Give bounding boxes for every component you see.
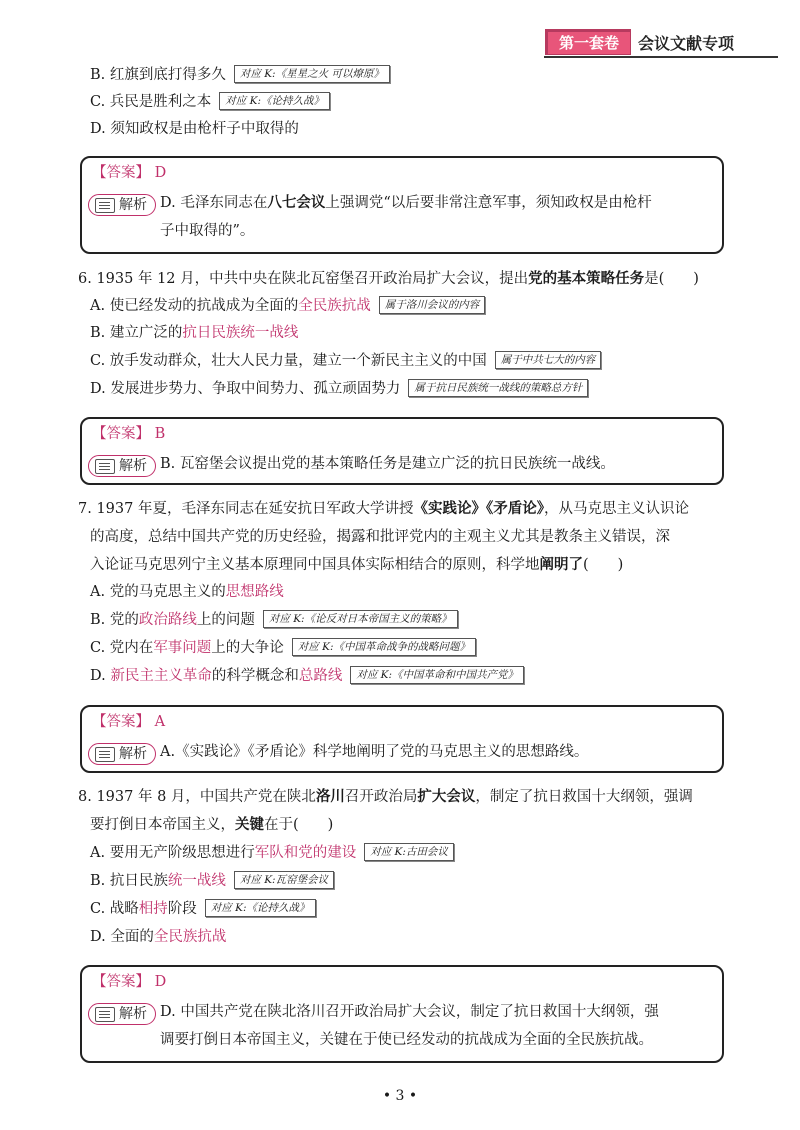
q6-option-d-note: 属于抗日民族统一战线的策略总方针 <box>408 379 588 397</box>
q8-option-d: D. 全面的全民族抗战 <box>90 929 227 945</box>
q6-jiexi-badge: 解析 <box>88 455 156 477</box>
q5-answer-box <box>80 156 724 254</box>
q6-answer: 【答案】 B <box>92 426 166 442</box>
q8-option-b-note: 对应 K:瓦窑堡会议 <box>234 871 334 889</box>
q7-option-c: C. 党内在军事问题上的大争论 对应 K:《中国革命战争的战略问题》 <box>90 637 476 659</box>
q6-option-a: A. 使已经发动的抗战成为全面的全民族抗战 属于洛川会议的内容 <box>90 295 485 317</box>
q7-answer: 【答案】 A <box>92 714 166 730</box>
q7-option-d: D. 新民主主义革命的科学概念和总路线 对应 K:《中国革命和中国共产党》 <box>90 665 524 687</box>
q6-answer-box <box>80 417 724 485</box>
note-icon <box>95 459 115 474</box>
q8-option-a: A. 要用无产阶级思想进行军队和党的建设 对应 K:古田会议 <box>90 842 454 864</box>
header-tag: 第一套卷 <box>548 32 630 54</box>
q7-stem-line3: 入论证马克思列宁主义基本原理同中国具体实际相结合的原则，科学地阐明了( ) <box>90 556 624 573</box>
q8-explanation-line1: D. 中国共产党在陕北洛川召开政治局扩大会议，制定了抗日救国十大纲领，强 <box>160 1004 659 1020</box>
q8-option-c: C. 战略相持阶段 对应 K:《论持久战》 <box>90 898 316 920</box>
note-icon <box>95 1007 115 1022</box>
q6-explanation: B. 瓦窑堡会议提出党的基本策略任务是建立广泛的抗日民族统一战线。 <box>160 456 615 472</box>
q5-option-d: D. 须知政权是由枪杆子中取得的 <box>90 121 299 137</box>
q7-option-b: B. 党的政治路线上的问题 对应 K:《论反对日本帝国主义的策略》 <box>90 609 458 631</box>
q8-explanation-line2: 调要打倒日本帝国主义，关键在于使已经发动的抗战成为全面的全民族抗战。 <box>160 1032 653 1048</box>
q8-option-c-note: 对应 K:《论持久战》 <box>205 899 316 917</box>
q5-explanation-line1: D. 毛泽东同志在八七会议上强调党“以后要非常注意军事，须知政权是由枪杆 <box>160 194 652 211</box>
q7-option-c-note: 对应 K:《中国革命战争的战略问题》 <box>292 638 476 656</box>
q7-jiexi-badge: 解析 <box>88 743 156 765</box>
q8-jiexi-badge: 解析 <box>88 1003 156 1025</box>
q8-answer: 【答案】 D <box>92 974 167 990</box>
header-divider <box>544 56 778 58</box>
q8-answer-box <box>80 965 724 1063</box>
q6-option-c-note: 属于中共七大的内容 <box>495 351 602 369</box>
header-title: 会议文献专项 <box>638 34 735 53</box>
q6-option-a-note: 属于洛川会议的内容 <box>379 296 486 314</box>
q5-explanation-line2: 子中取得的”。 <box>160 223 255 239</box>
q6-option-d: D. 发展进步势力、争取中间势力、孤立顽固势力 属于抗日民族统一战线的策略总方针 <box>90 378 588 400</box>
q7-answer-box <box>80 705 724 773</box>
q5-jiexi-badge: 解析 <box>88 194 156 216</box>
note-icon <box>95 747 115 762</box>
q7-stem-line1: 7. 1937 年夏，毛泽东同志在延安抗日军政大学讲授《实践论》《矛盾论》，从马克思主义认识论 <box>78 500 689 517</box>
note-icon <box>95 198 115 213</box>
q5-option-b: B. 红旗到底打得多久 对应 K:《星星之火 可以燎原》 <box>90 64 390 86</box>
q5-option-c-note: 对应 K:《论持久战》 <box>219 92 330 110</box>
q8-option-b: B. 抗日民族统一战线 对应 K:瓦窑堡会议 <box>90 870 334 892</box>
q7-option-d-note: 对应 K:《中国革命和中国共产党》 <box>350 666 524 684</box>
q7-stem-line2: 的高度，总结中国共产党的历史经验，揭露和批评党内的主观主义尤其是教条主义错误，深 <box>90 529 670 545</box>
q5-option-c: C. 兵民是胜利之本 对应 K:《论持久战》 <box>90 91 330 113</box>
q6-option-b: B. 建立广泛的抗日民族统一战线 <box>90 325 299 341</box>
q8-stem-line1: 8. 1937 年 8 月，中国共产党在陕北洛川召开政治局扩大会议，制定了抗日救国十大纲领，强调 <box>78 788 693 805</box>
q7-option-a: A. 党的马克思主义的思想路线 <box>90 584 284 600</box>
page-number: • 3 • <box>382 1088 418 1104</box>
q5-answer: 【答案】 D <box>92 165 167 181</box>
q6-stem: 6. 1935 年 12 月，中共中央在陕北瓦窑堡召开政治局扩大会议，提出党的基本策略任务是( ) <box>78 270 699 287</box>
q8-option-a-note: 对应 K:古田会议 <box>364 843 454 861</box>
q6-option-c: C. 放手发动群众，壮大人民力量，建立一个新民主主义的中国 属于中共七大的内容 <box>90 350 601 372</box>
q7-option-b-note: 对应 K:《论反对日本帝国主义的策略》 <box>263 610 458 628</box>
q7-explanation: A.《实践论》《矛盾论》科学地阐明了党的马克思主义的思想路线。 <box>160 744 589 760</box>
q8-stem-line2: 要打倒日本帝国主义，关键在于( ) <box>90 816 334 833</box>
q5-option-b-note: 对应 K:《星星之火 可以燎原》 <box>234 65 390 83</box>
